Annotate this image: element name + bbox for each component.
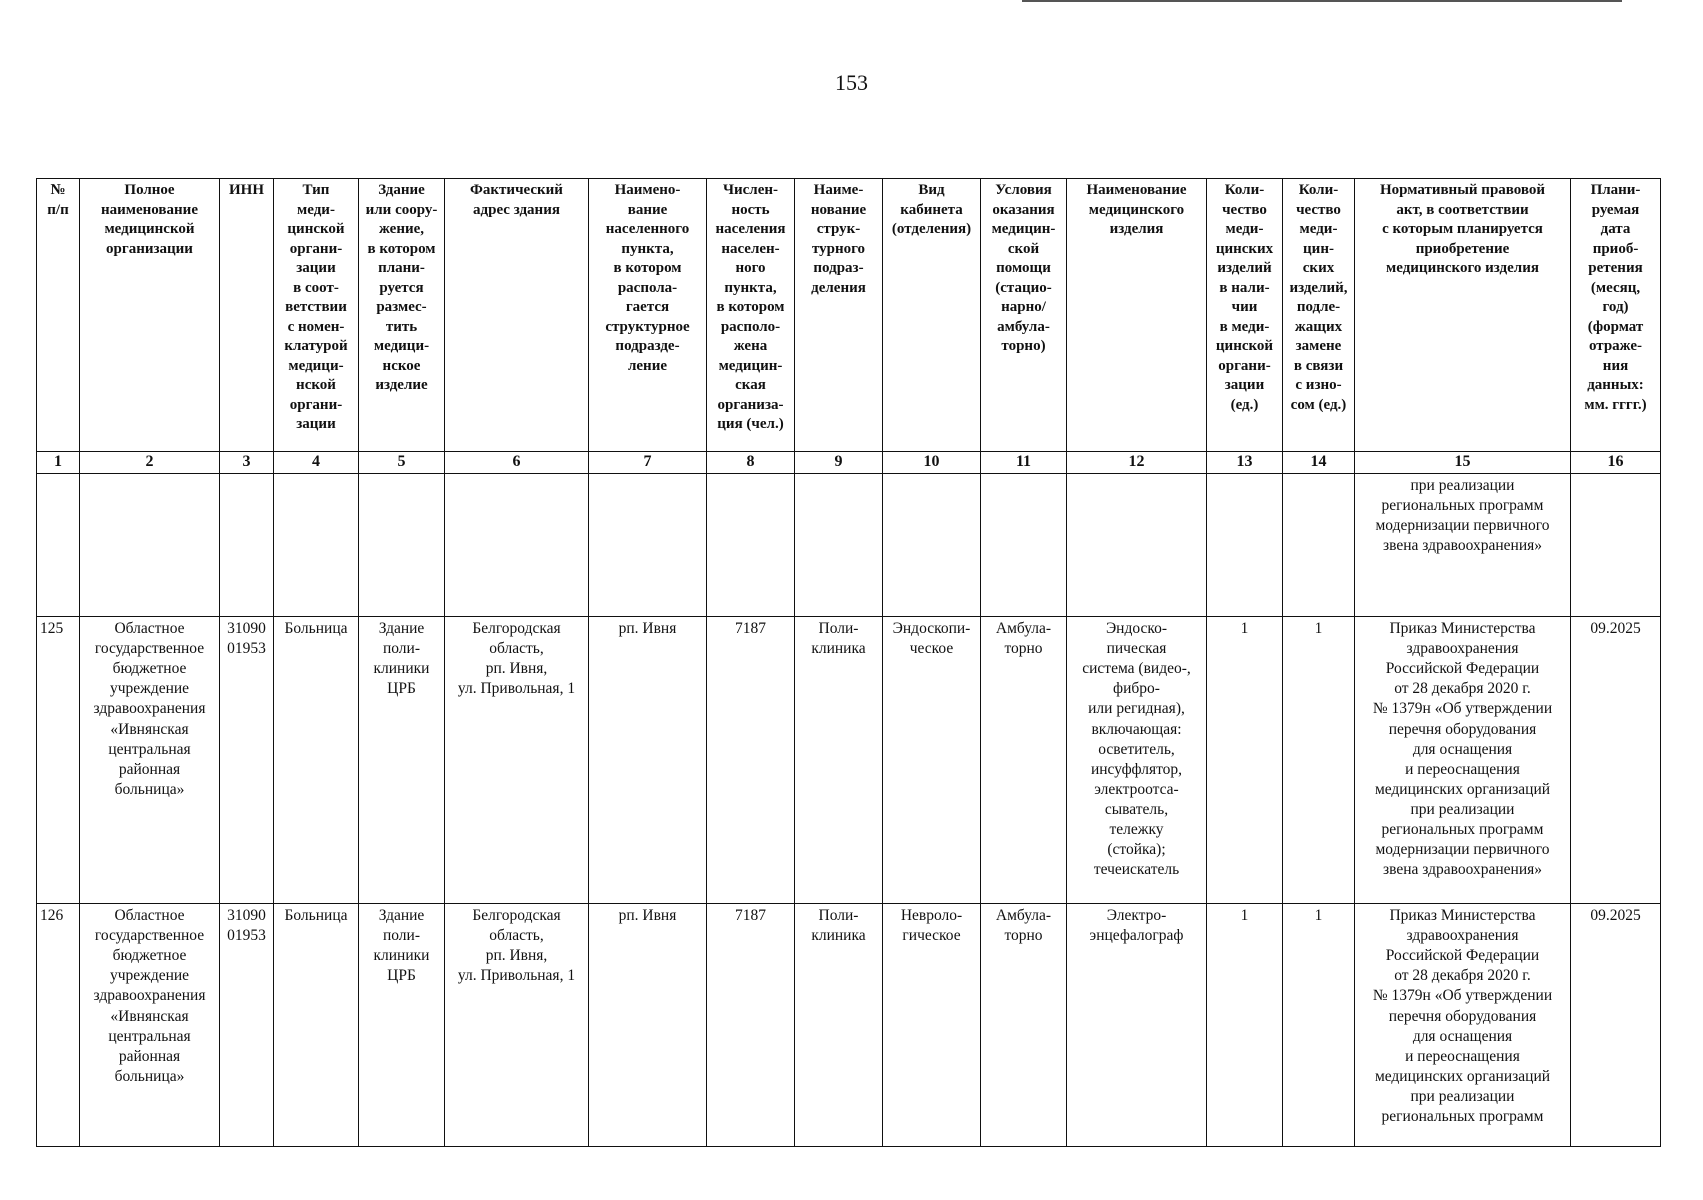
header-cabinet: Вид кабинета (отделения)	[883, 179, 981, 452]
table-row	[37, 903, 1661, 1146]
legal-act-continuation: при реализации региональных программ модернизации первичного звена здравоохранения»	[1355, 473, 1571, 616]
column-number: 11	[981, 452, 1067, 474]
structural-unit: Поли- клиника	[795, 903, 883, 1146]
qty-replace: 1	[1283, 903, 1355, 1146]
column-number: 13	[1207, 452, 1283, 474]
table-row	[37, 616, 1661, 903]
column-number: 4	[274, 452, 359, 474]
header-row	[37, 179, 1661, 452]
column-number: 10	[883, 452, 981, 474]
planned-date: 09.2025	[1571, 616, 1661, 903]
header-conditions: Условия оказания медицин- ской помощи (стацио- нарно/ амбула- торно)	[981, 179, 1067, 452]
equipment-table	[36, 178, 1661, 1147]
column-number: 7	[589, 452, 707, 474]
column-number: 3	[220, 452, 274, 474]
qty-available: 1	[1207, 903, 1283, 1146]
header-address: Фактический адрес здания	[445, 179, 589, 452]
page-number: 153	[835, 70, 868, 95]
continuation-row	[37, 473, 1661, 616]
header-num: № п/п	[37, 179, 80, 452]
row-num: 125	[37, 616, 80, 903]
building: Здание поли- клиники ЦРБ	[359, 616, 445, 903]
cabinet-type: Эндоскопи- ческое	[883, 616, 981, 903]
device-name: Эндоско- пическая система (видео-, фибро- или регидная), включающая: осветитель, инсуффлятор, электроотса- сыватель, тележку (стойка); течеискатель	[1067, 616, 1207, 903]
address: Белгородская область, рп. Ивня, ул. Привольная, 1	[445, 903, 589, 1146]
care-conditions: Амбула- торно	[981, 903, 1067, 1146]
column-number-row	[37, 452, 1661, 474]
building: Здание поли- клиники ЦРБ	[359, 903, 445, 1146]
structural-unit: Поли- клиника	[795, 616, 883, 903]
cabinet-type: Невроло- гическое	[883, 903, 981, 1146]
column-number: 5	[359, 452, 445, 474]
population: 7187	[707, 616, 795, 903]
org-name: Областное государственное бюджетное учреждение здравоохранения «Ивнянская центральная районная больница»	[80, 616, 220, 903]
org-type: Больница	[274, 616, 359, 903]
top-rule	[1022, 0, 1622, 2]
column-number: 16	[1571, 452, 1661, 474]
org-name: Областное государственное бюджетное учреждение здравоохранения «Ивнянская центральная районная больница»	[80, 903, 220, 1146]
device-name: Электро- энцефалограф	[1067, 903, 1207, 1146]
inn: 31090 01953	[220, 903, 274, 1146]
settlement: рп. Ивня	[589, 903, 707, 1146]
column-number: 8	[707, 452, 795, 474]
header-date: Плани- руемая дата приоб- ретения (месяц, год) (формат отраже- ния данных: мм. гггг.)	[1571, 179, 1661, 452]
address: Белгородская область, рп. Ивня, ул. Привольная, 1	[445, 616, 589, 903]
column-number: 15	[1355, 452, 1571, 474]
header-population: Числен- ность населения населен- ного пункта, в котором располо- жена медицин- ская организа- ция (чел.)	[707, 179, 795, 452]
planned-date: 09.2025	[1571, 903, 1661, 1146]
header-device: Наименование медицинского изделия	[1067, 179, 1207, 452]
legal-act: Приказ Министерства здравоохранения Российской Федерации от 28 декабря 2020 г. № 1379н «Об утверждении перечня оборудования для оснащения и переоснащения медицинских организаций при реализации региональных программ	[1355, 903, 1571, 1146]
header-inn: ИНН	[220, 179, 274, 452]
header-legal-act: Нормативный правовой акт, в соответствии с которым планируется приобретение медицинского изделия	[1355, 179, 1571, 452]
inn: 31090 01953	[220, 616, 274, 903]
settlement: рп. Ивня	[589, 616, 707, 903]
column-number: 6	[445, 452, 589, 474]
care-conditions: Амбула- торно	[981, 616, 1067, 903]
population: 7187	[707, 903, 795, 1146]
column-number: 1	[37, 452, 80, 474]
header-settlement: Наимено- вание населенного пункта, в котором распола- гается структурное подразде- ление	[589, 179, 707, 452]
org-type: Больница	[274, 903, 359, 1146]
row-num: 126	[37, 903, 80, 1146]
qty-replace: 1	[1283, 616, 1355, 903]
column-number: 14	[1283, 452, 1355, 474]
header-qty-available: Коли- чество меди- цинских изделий в нали- чии в меди- цинской органи- зации (ед.)	[1207, 179, 1283, 452]
legal-act: Приказ Министерства здравоохранения Российской Федерации от 28 декабря 2020 г. № 1379н «Об утверждении перечня оборудования для оснащения и переоснащения медицинских организаций при реализации региональных программ модернизации первичного звена здравоохранения»	[1355, 616, 1571, 903]
header-org: Полное наименование медицинской организации	[80, 179, 220, 452]
qty-available: 1	[1207, 616, 1283, 903]
column-number: 12	[1067, 452, 1207, 474]
header-type: Тип меди- цинской органи- зации в соот- ветствии с номен- клатурой медици- нской органи- зации	[274, 179, 359, 452]
column-number: 9	[795, 452, 883, 474]
header-unit: Наиме- нование струк- турного подраз- деления	[795, 179, 883, 452]
column-number: 2	[80, 452, 220, 474]
header-qty-replace: Коли- чество меди- цин- ских изделий, подле- жащих замене в связи с изно- сом (ед.)	[1283, 179, 1355, 452]
header-building: Здание или соору- жение, в котором плани- руется размес- тить медици- нское изделие	[359, 179, 445, 452]
